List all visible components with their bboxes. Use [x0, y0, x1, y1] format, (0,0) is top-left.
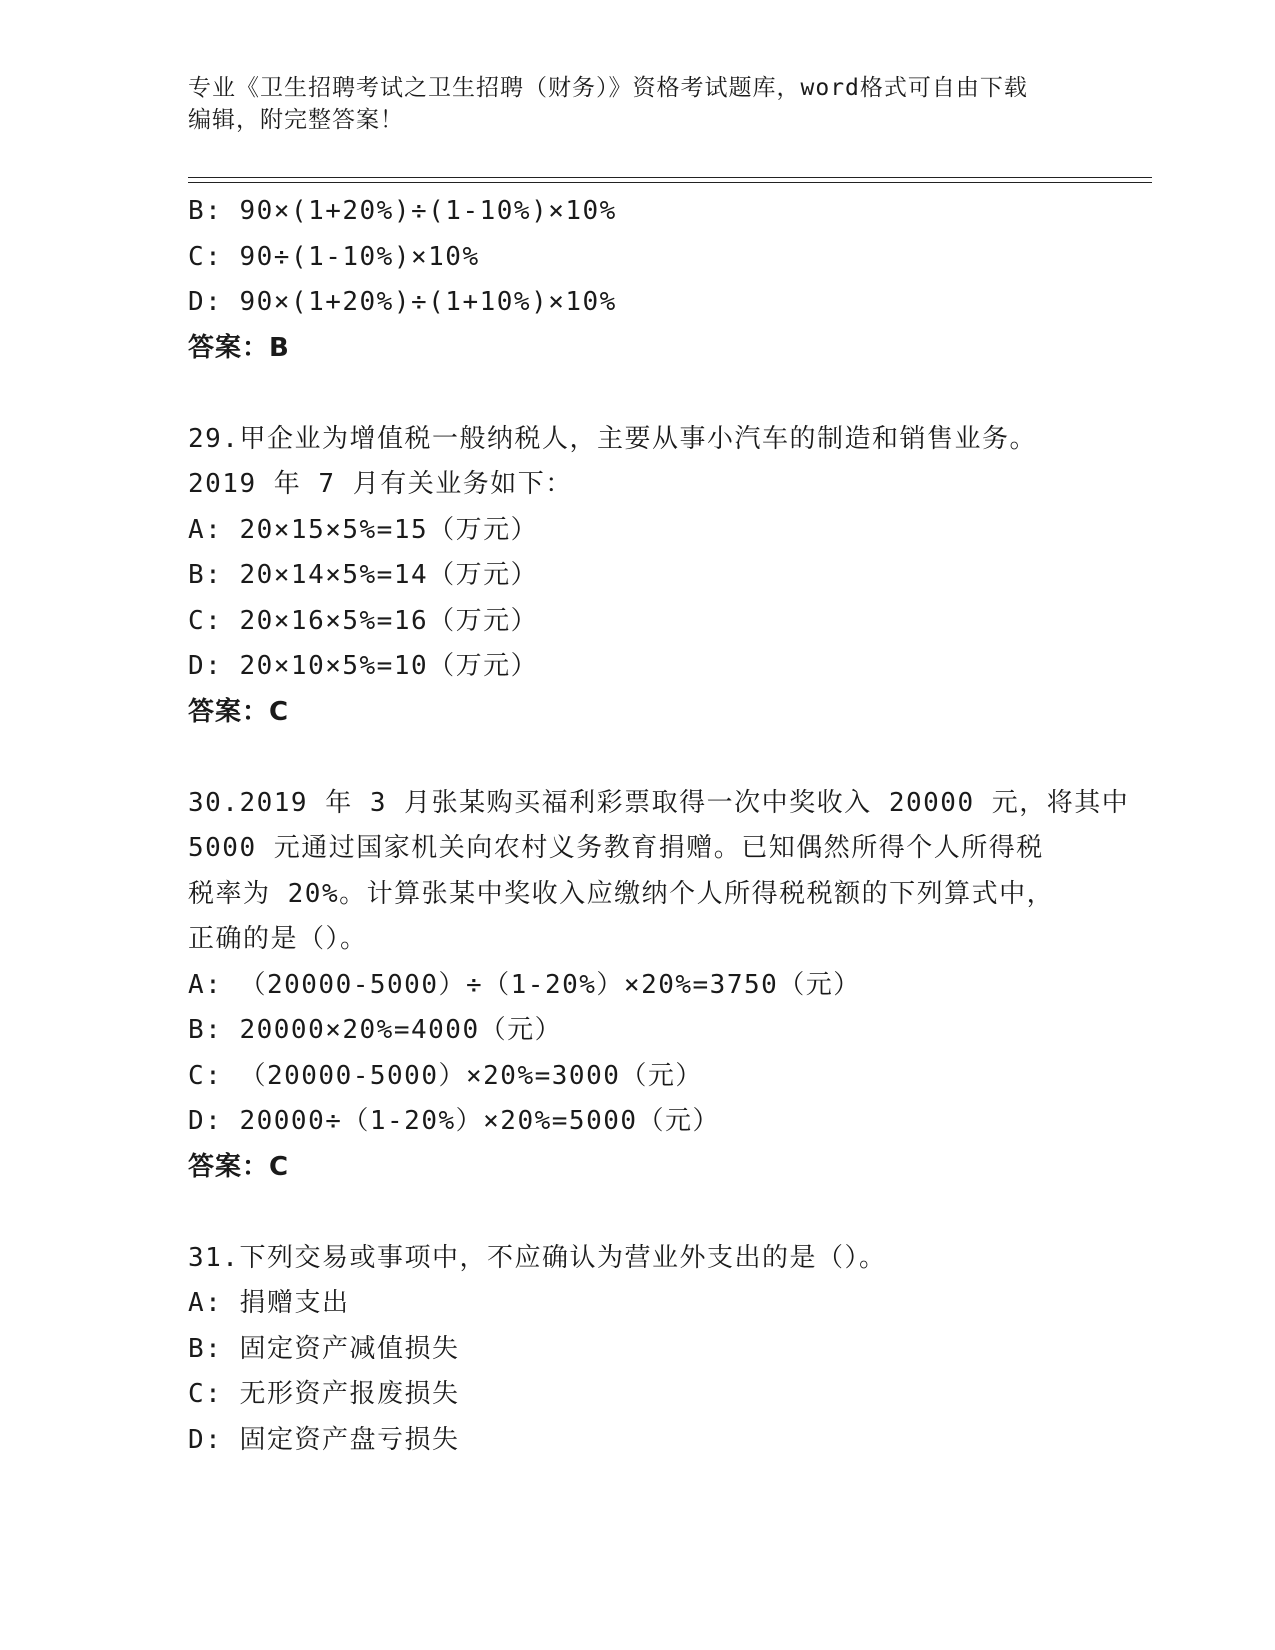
- question-28-tail: [188, 189, 1148, 371]
- q29-question-line-2: 2019 年 7 月有关业务如下：: [188, 469, 573, 499]
- q30-question-line-3: 税率为 20%。计算张某中奖收入应缴纳个人所得税税额的下列算式中，: [188, 878, 1055, 909]
- q30-option-c: C: （20000-5000）×20%=3000（元）: [188, 1060, 703, 1091]
- q28-option-c: C: 90÷(1-10%)×10%: [188, 241, 480, 272]
- q31-option-d: D: 固定资产盘亏损失: [188, 1424, 460, 1455]
- q28-answer: 答案：B: [188, 332, 290, 363]
- q31-option-c: C: 无形资产报废损失: [188, 1379, 460, 1409]
- header-divider-top: [188, 177, 1152, 178]
- question-list: [188, 189, 1148, 1463]
- question-31: [188, 1236, 1148, 1464]
- question-29: [188, 417, 1148, 736]
- q28-option-b: B: 90×(1+20%)÷(1-10%)×10%: [188, 196, 617, 226]
- q28-option-d: D: 90×(1+20%)÷(1+10%)×10%: [188, 287, 617, 317]
- header-title-line-1: 专业《卫生招聘考试之卫生招聘（财务）》资格考试题库，word格式可自由下载: [188, 75, 1028, 101]
- spacer: [188, 1190, 1148, 1236]
- spacer: [188, 371, 1148, 417]
- q30-question-line-1: 30.2019 年 3 月张某购买福利彩票取得一次中奖收入 20000 元，将其中: [188, 787, 1130, 818]
- q30-question-line-2: 5000 元通过国家机关向农村义务教育捐赠。已知偶然所得个人所得税: [188, 833, 1044, 863]
- q31-option-a: A: 捐赠支出: [188, 1288, 350, 1318]
- q31-option-b: B: 固定资产减值损失: [188, 1333, 460, 1364]
- q29-option-d: D: 20×10×5%=10（万元）: [188, 651, 539, 681]
- q30-answer: 答案：C: [188, 1151, 290, 1182]
- document-header: [188, 72, 1068, 136]
- q29-answer: 答案：C: [188, 696, 290, 727]
- q31-question-line-1: 31.下列交易或事项中，不应确认为营业外支出的是（）。: [188, 1242, 887, 1273]
- q29-option-a: A: 20×15×5%=15（万元）: [188, 514, 539, 545]
- q30-question-line-4: 正确的是（）。: [188, 924, 368, 954]
- header-divider-bottom: [188, 182, 1152, 183]
- question-30: [188, 781, 1148, 1191]
- spacer: [188, 735, 1148, 781]
- q29-question-line-1: 29.甲企业为增值税一般纳税人，主要从事小汽车的制造和销售业务。: [188, 423, 1037, 454]
- header-title-line-2: 编辑，附完整答案！: [188, 107, 404, 133]
- q30-option-b: B: 20000×20%=4000（元）: [188, 1015, 563, 1045]
- q29-option-b: B: 20×14×5%=14（万元）: [188, 560, 539, 590]
- q30-option-a: A: （20000-5000）÷（1-20%）×20%=3750（元）: [188, 969, 861, 1000]
- q29-option-c: C: 20×16×5%=16（万元）: [188, 605, 539, 636]
- q30-option-d: D: 20000÷（1-20%）×20%=5000（元）: [188, 1106, 721, 1136]
